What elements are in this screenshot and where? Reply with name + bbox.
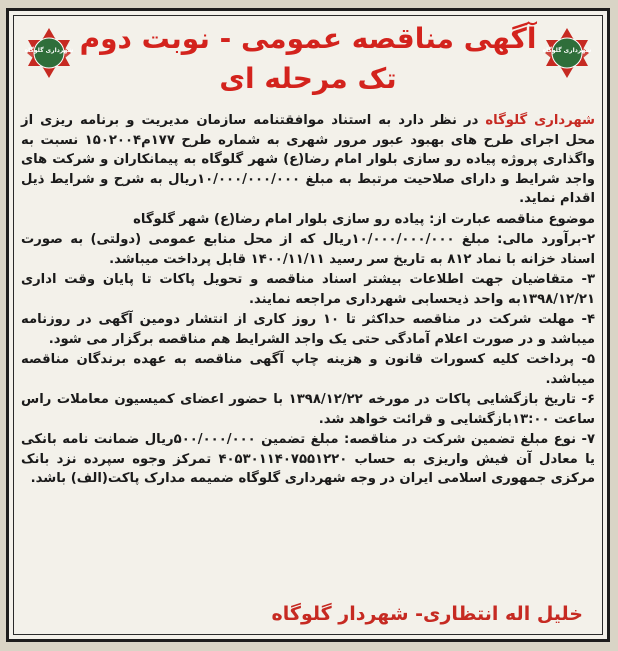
municipality-logo-right (541, 27, 593, 79)
logo-caption: شهرداری گلوگاه (542, 47, 592, 54)
item-guarantee: ۷- نوع مبلغ تضمین شرکت در مناقصه: مبلغ تضمین ۵۰۰/۰۰۰/۰۰۰ریال ضمانت نامه بانکی یا معادل آن فیش واریزی به حساب ۴۰۵۳۰۱۱۴۰۷۵۵۱۲۲۰ تمرکز وجوه سپرده نزد بانک مرکزی جمهوری اسلامی ایران در وجه شهرداری گلوگاه ضمیمه مدارک پاکت(الف) باشد. (21, 432, 595, 486)
notice-paper (6, 8, 610, 642)
title-line-2: تک مرحله ای (219, 62, 397, 95)
notice-title (79, 19, 537, 99)
title-line-1: آگهی مناقصه عمومی - نوبت دوم (79, 22, 537, 55)
municipality-logo-left (23, 27, 75, 79)
item-deadline: ۴- مهلت شرکت در مناقصه حداکثر تا ۱۰ روز کاری از انتشار دومین آگهی در روزنامه میباشد و در صورت اعلام آمادگی حتی یک واجد الشرایط هم مناقصه برگزار می شود. (21, 312, 596, 347)
item-opening-date: ۶- تاریخ بازگشایی پاکات در مورخه ۱۳۹۸/۱۲/۲۲ با حضور اعضای کمیسیون معاملات راس ساعت ۱۳:۰۰بازگشایی و قرائت خواهد شد. (21, 392, 596, 427)
signature: خلیل اله انتظاری- شهردار گلوگاه (271, 603, 583, 625)
item-costs: ۵- پرداخت کلیه کسورات قانون و هزینه چاپ آگهی مناقصه به عهده برندگان مناقصه میباشد. (21, 352, 595, 387)
notice-body (21, 111, 595, 490)
intro-paragraph (21, 111, 595, 209)
logo-caption: شهرداری گلوگاه (24, 47, 74, 54)
intro-lead: شهرداری گلوگاه (485, 113, 595, 128)
subject-line: موضوع مناقصه عبارت از: پیاده رو سازی بلوار امام رضا(ع) شهر گلوگاه (133, 211, 595, 227)
intro-text: در نظر دارد به استناد موافقتنامه سازمان مدیریت و برنامه ریزی از محل اجرای طرح های بهبود عبور مرور شهری به شماره طرح ۱۷۷م۱۵۰۲۰۰۴ نسبت به واگذاری پروژه پیاده رو سازی بلوار امام رضا(ع) شهر گلوگاه به پیمانکاران و شرکت های واجد شرایط و دارای صلاحیت مرتبط به مبلغ ۱۰/۰۰۰/۰۰۰/۰۰۰ریال به شرح و شرایط ذیل اقدام نماید. (21, 113, 595, 206)
item-budget: ۲-برآورد مالی: مبلغ ۱۰/۰۰۰/۰۰۰/۰۰۰ریال که از محل منابع عمومی (دولتی) به صورت اسناد خزانه با نماد ۸۱۲ به تاریخ سر رسید ۱۴۰۰/۱۱/۱۱ قابل پرداخت میباشد. (21, 232, 595, 267)
item-documents: ۳- متقاضیان جهت اطلاعات بیشتر اسناد مناقصه و تحویل پاکات تا پایان وقت اداری ۱۳۹۸/۱۲/۲۱به واحد ذیحسابی شهرداری مراجعه نمایند. (21, 272, 595, 307)
